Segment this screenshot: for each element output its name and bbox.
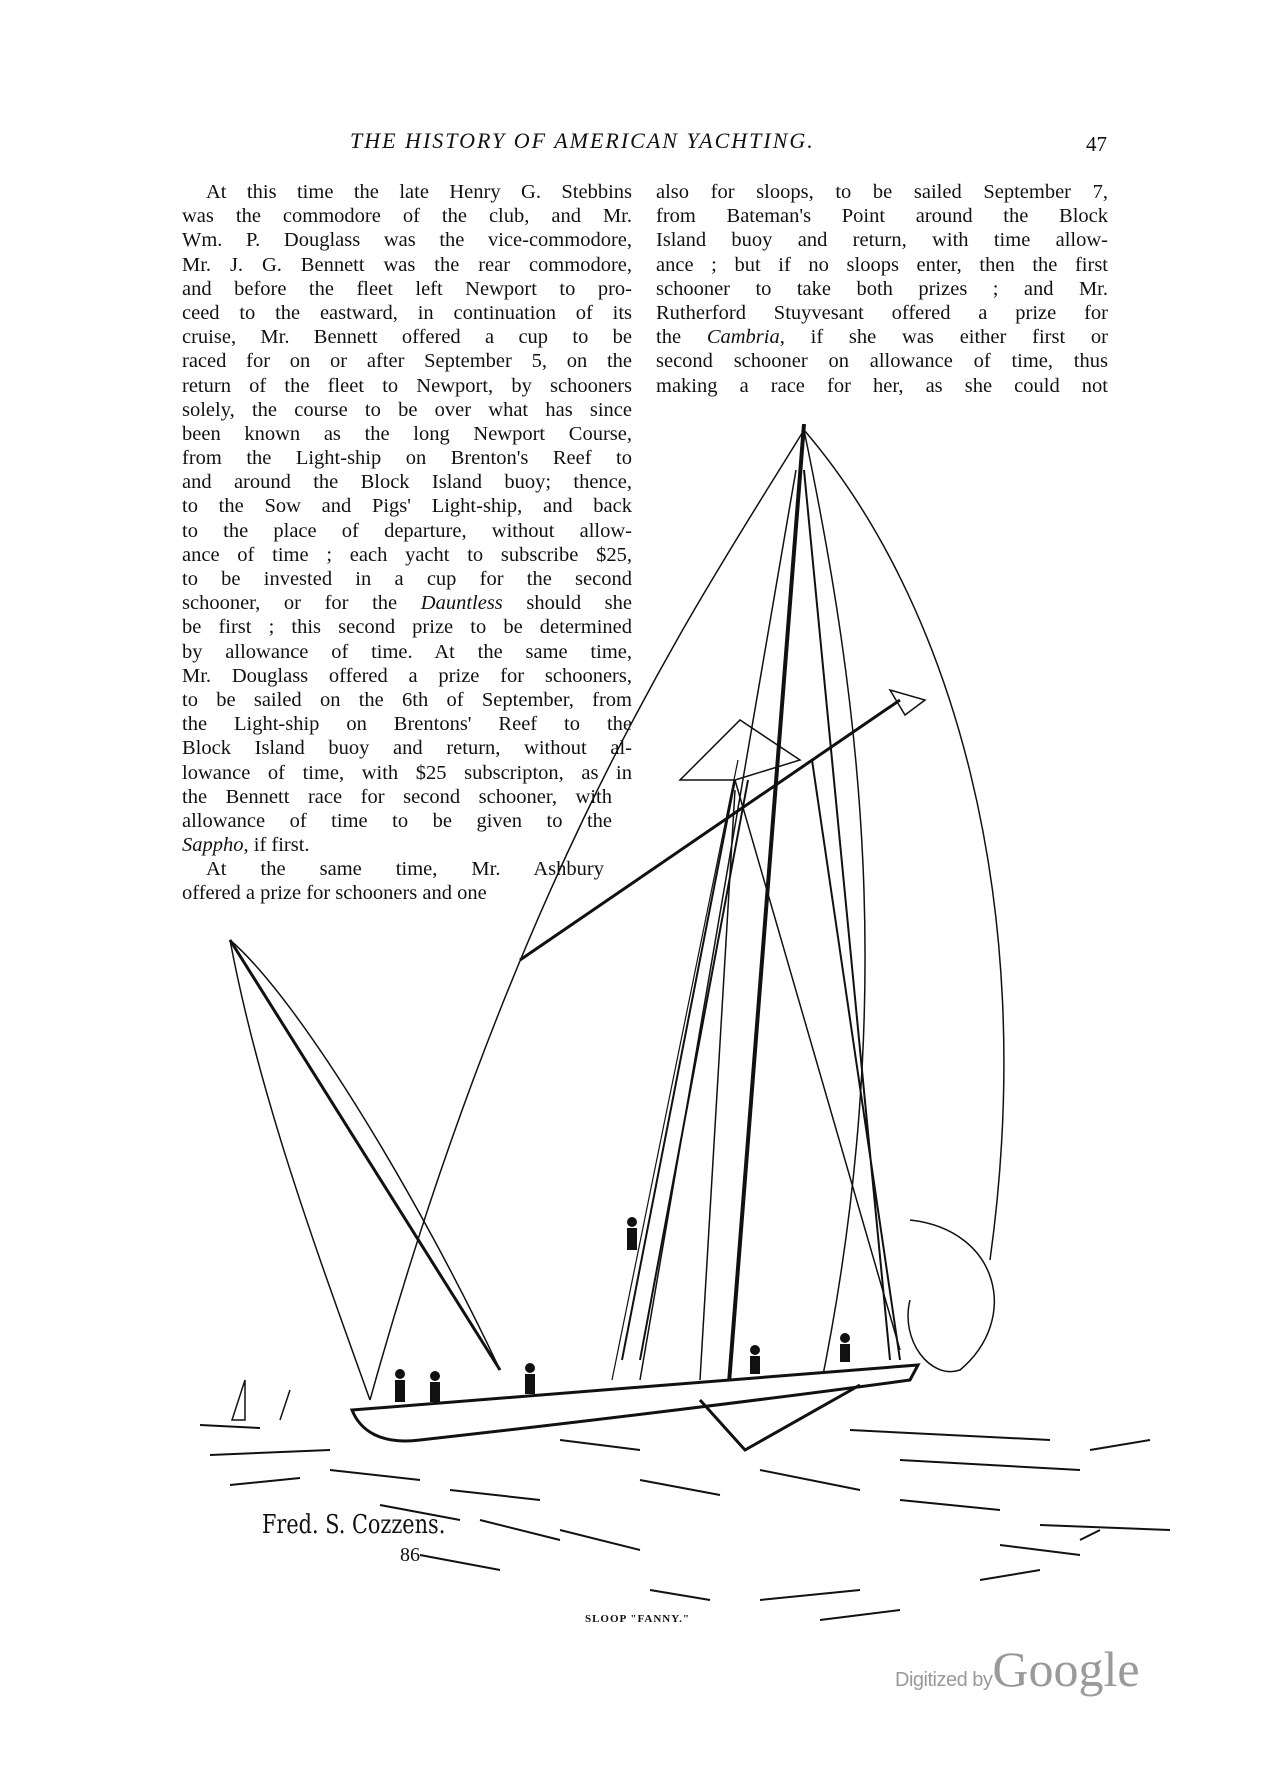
text-run: also for sloops, to be sailed September 7, [656,181,1108,203]
text-run: solely, the course to be over what has since [182,398,632,421]
text-run: and before the fleet left Newport to pro- [182,277,632,300]
text-run: At this time the late Henry G. Stebbins [206,181,632,203]
text-run: Island buoy and return, with time allow- [656,229,1108,252]
text-run: return of the fleet to Newport, by schooners [182,374,632,397]
italic-ship-name: Sappho [182,834,244,857]
page-number: 47 [1086,132,1107,156]
text-run: ance of time ; each yacht to subscribe $25, [182,543,632,566]
text-run: the [656,326,707,349]
text-run: from Bateman's Point around the Block [656,205,1108,228]
text-run: raced for on or after September 5, on the [182,350,632,373]
text-run: second schooner on allowance of time, thus [656,350,1108,373]
text-run: cruise, Mr. Bennett offered a cup to be [182,326,632,349]
artist-signature: Fred. S. Cozzens. [262,1510,446,1540]
text-run: Block Island buoy and return, without al- [182,737,632,760]
text-run: to the Sow and Pigs' Light-ship, and back [182,495,632,518]
text-run: and around the Block Island buoy; thence, [182,471,632,494]
text-run: Mr. J. G. Bennett was the rear commodore, [182,253,632,276]
text-run: be first ; this second prize to be determined [182,616,632,639]
text-run: schooner, or for the [182,592,421,615]
google-watermark [895,1640,1140,1698]
text-run: allowance of time to be given to the [182,809,612,832]
text-run: Wm. P. Douglass was the vice-commodore, [182,229,632,252]
text-run: ceed to the eastward, in continuation of its [182,301,632,324]
text-run: making a race for her, as she could not [656,374,1108,397]
text-run: At the same time, Mr. Ashbury [206,858,604,881]
italic-ship-name: Cambria [706,326,780,349]
watermark-prefix: Digitized by [895,1669,993,1691]
text-run: to be sailed on the 6th of September, from [182,688,632,711]
signature-year: 86 [400,1544,420,1566]
text-run: schooner to take both prizes ; and Mr. [656,277,1108,300]
text-run: the Bennett race for second schooner, with [182,785,612,808]
google-logo: Google [992,1641,1140,1697]
text-run: , if first. [243,834,310,857]
text-run: from the Light-ship on Brenton's Reef to [182,447,632,470]
gaff [230,940,500,1370]
text-run: offered a prize for schooners and one [182,882,487,905]
text-run: by allowance of time. At the same time, [182,640,632,663]
text-run: should she [502,592,632,615]
text-run: ance ; but if no sloops enter, then the first [656,253,1108,276]
text-run: to the place of departure, without allow- [182,519,632,542]
running-title: THE HISTORY OF AMERICAN YACHTING. [350,128,815,153]
mast [728,424,804,1396]
text-run: been known as the long Newport Course, [182,422,632,445]
text-run: Mr. Douglass offered a prize for schooners, [182,664,632,687]
text-run: , if she was either first or [779,326,1109,349]
text-run: to be invested in a cup for the second [182,568,632,590]
text-run: was the commodore of the club, and Mr. [182,205,632,228]
italic-ship-name: Dauntless [420,592,503,615]
text-run: the Light-ship on Brentons' Reef to the [182,713,632,736]
figure-caption: SLOOP "FANNY." [584,1613,691,1625]
text-run: Rutherford Stuyvesant offered a prize for [656,301,1108,324]
text-run: lowance of time, with $25 subscripton, as in [182,761,632,784]
